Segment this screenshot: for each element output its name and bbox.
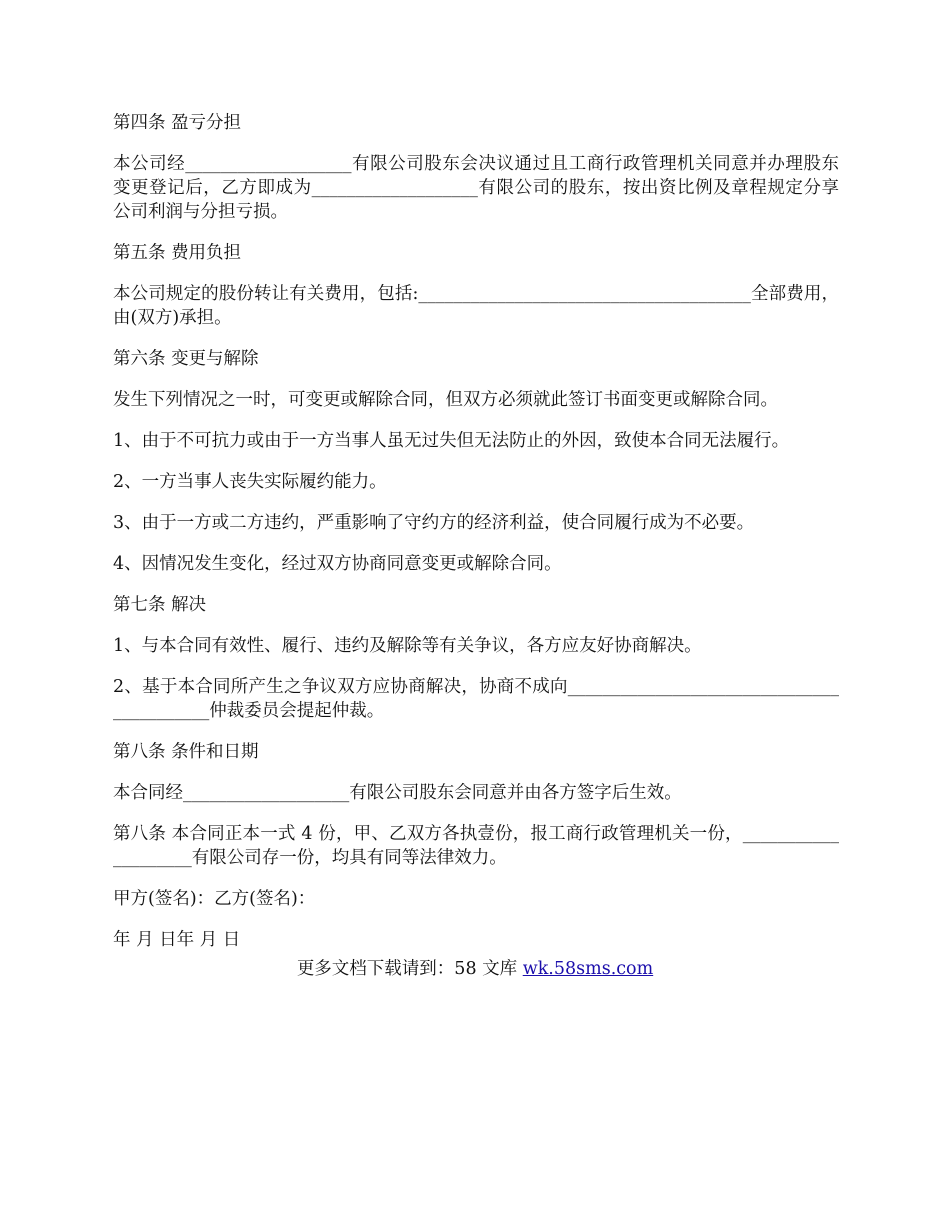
article-6-heading: 第六条 变更与解除 [113,349,259,369]
footer-prefix: 更多文档下载请到：58 文库 [296,959,523,979]
article-6-item-2: 2、一方当事人丧失实际履约能力。 [113,472,387,492]
download-footer [0,957,950,981]
article-7-item-2: 2、基于本合同所产生之争议双方应协商解决，协商不成向__________________________________________仲裁委员会提起仲裁。 [113,677,839,721]
article-5-text: 本公司规定的股份转让有关费用，包括:______________________________________全部费用，由(双方)承担。 [113,284,839,328]
article-6-item-4: 4、因情况发生变化，经过双方协商同意变更或解除合同。 [113,554,562,574]
article-5-heading: 第五条 费用负担 [113,243,242,263]
article-6-item-1: 1、由于不可抗力或由于一方当事人虽无过失但无法防止的外因，致使本合同无法履行。 [113,431,790,451]
article-4-text: 本公司经___________________有限公司股东会决议通过且工商行政管理机关同意并办理股东变更登记后，乙方即成为___________________有限公司的股东，按出资比例及章程规定分享公司利润与分担亏损。 [113,154,839,222]
article-7-heading: 第七条 解决 [113,595,207,615]
article-6-item-3: 3、由于一方或二方违约，严重影响了守约方的经济利益，使合同履行成为不必要。 [113,513,755,533]
article-8-heading: 第八条 条件和日期 [113,742,259,762]
article-8b-text: 第八条 本合同正本一式 4 份，甲、乙双方各执壹份，报工商行政管理机关一份，____________________有限公司存一份，均具有同等法律效力。 [113,824,839,868]
signature-line: 甲方(签名)：乙方(签名)： [113,889,316,909]
article-4-heading: 第四条 盈亏分担 [113,113,242,133]
footer-link[interactable]: wk.58sms.com [522,959,654,979]
article-7-item-1: 1、与本合同有效性、履行、违约及解除等有关争议，各方应友好协商解决。 [113,636,702,656]
article-6-intro: 发生下列情况之一时，可变更或解除合同，但双方必须就此签订书面变更或解除合同。 [113,390,778,410]
date-line: 年 月 日年 月 日 [113,930,241,950]
article-8-text: 本合同经___________________有限公司股东会同意并由各方签字后生效。 [113,783,682,803]
contract-body [113,111,839,969]
